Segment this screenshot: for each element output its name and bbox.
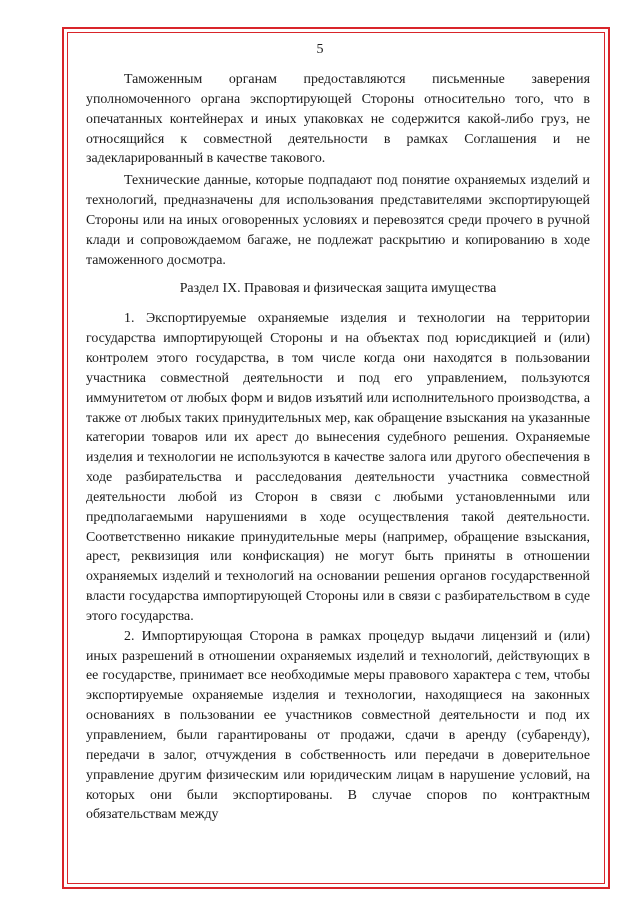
page-number: 5 — [316, 42, 324, 57]
paragraph-clause-2: 2. Импортирующая Сторона в рамках процедур выдачи лицензий и (или) иных разрешений в отношении охраняемых изделий и технологий, действующих в ее государстве, принимает все необходимые меры правового характера с тем, чтобы экспортируемые охраняемые изделия и технологии, находящиеся на законных основаниях в пользовании ее участников совместной деятельности и под их управлением, были гарантированы от продажи, сдачи в аренду (субаренду), передачи в залог, отчуждения в собственность или передачи в доверительное управление другим физическим или юридическим лицам в нарушение условий, на которых они были экспортированы. В случае споров по контрактным обязательствам между — [86, 628, 590, 823]
section-heading: Раздел IX. Правовая и физическая защита имущества — [179, 281, 497, 297]
paragraph-technical-data: Технические данные, которые подпадают под понятие охраняемых изделий и технологий, предназначены для использования представителями экспортирующей Стороны или на иных оговоренных условиях и перевозятся среди прочего в ручной клади и сопровождаемом багаже, не подлежат раскрытию и копированию в ходе таможенного досмотра. — [86, 173, 590, 268]
paragraph-clause-1: 1. Экспортируемые охраняемые изделия и технологии на территории государства импортирующей Стороны и на объектах под юрисдикцией и (или) контролем этого государства, в том числе когда они находятся в пользовании участника совместной деятельности и под его управлением, пользуются иммунитетом от любых форм и видов изъятий или исполнительного производства, а также от любых таких принудительных мер, как обращение взыскания на указанные категории товаров или их арест до вынесения судебного решения. Охраняемые изделия и технологии не используются в качестве залога или другого обеспечения в ходе разбирательства и расследования деятельности участника совместной деятельности любой из Сторон в связи с любыми установленными или предполагаемыми нарушениями в ходе осуществления такой деятельности. Соответственно никакие принудительные меры (например, обращение взыскания, арест, реквизиция или конфискация) не могут быть приняты в отношении охраняемых изделий и технологий на основании решения органов государственной власти государства импортирующей Стороны или в связи с разбирательством в суде этого государства. — [86, 311, 590, 624]
paragraph-customs-assurances: Таможенным органам предоставляются письменные заверения уполномоченного органа экспортирующей Стороны относительно того, что в опечатанных контейнерах и иных упаковках не содержится какой-либо груз, не относящийся к совместной деятельности в рамках Соглашения и не задекларированный в качестве такового. — [86, 72, 590, 167]
document-body — [86, 70, 590, 825]
